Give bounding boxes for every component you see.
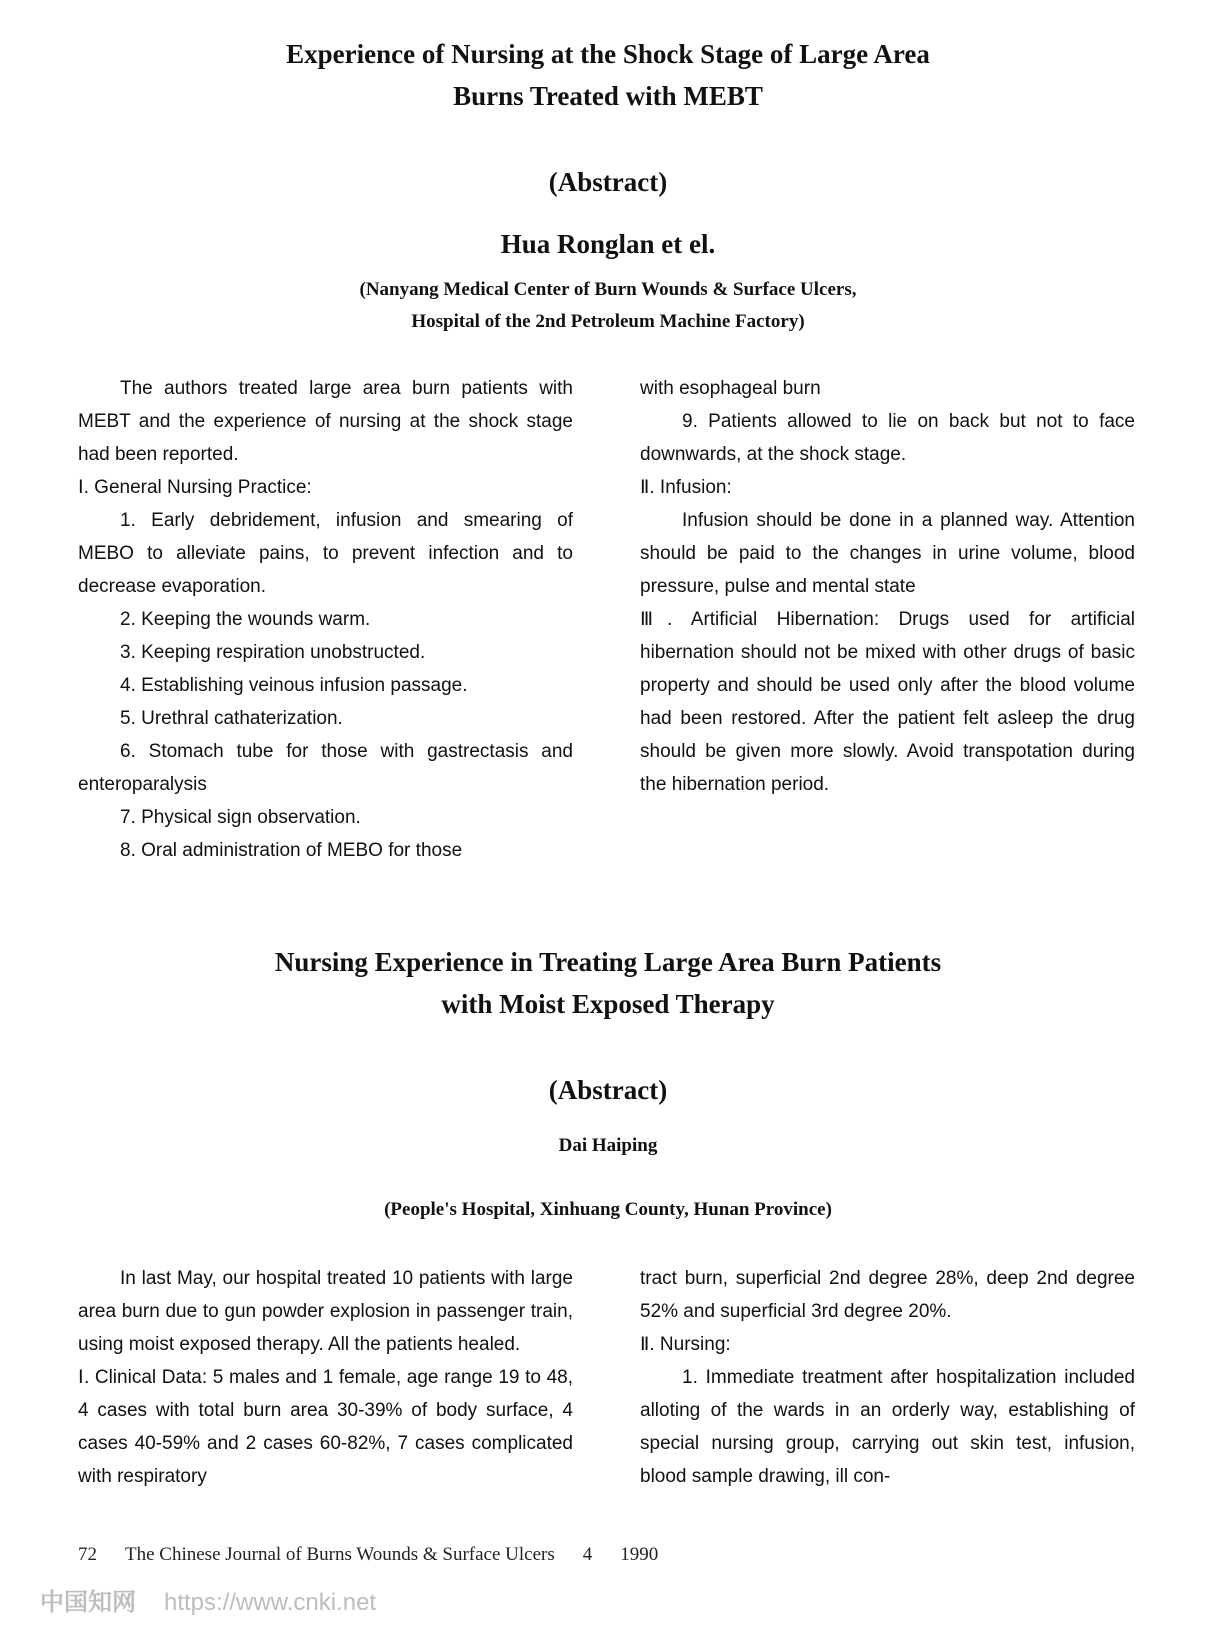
article1-left-column bbox=[78, 372, 573, 867]
paragraph: Infusion should be done in a planned way. Attention should be paid to the changes in urine volume, blood pressure, pulse and mental state bbox=[640, 510, 1135, 597]
article1-affiliation-line1: (Nanyang Medical Center of Burn Wounds & Surface Ulcers, bbox=[359, 279, 857, 300]
article1-author: Hua Ronglan et el. bbox=[500, 229, 716, 259]
article1-affiliation-line2: Hospital of the 2nd Petroleum Machine Factory) bbox=[411, 311, 805, 332]
article1-title-line2: Burns Treated with MEBT bbox=[453, 81, 763, 111]
article2-title-line2: with Moist Exposed Therapy bbox=[441, 989, 775, 1019]
article1-right-column bbox=[640, 372, 1135, 801]
article1-title-line1: Experience of Nursing at the Shock Stage of Large Area bbox=[286, 39, 930, 69]
watermark-url: https://www.cnki.net bbox=[164, 1589, 377, 1616]
article2-left-column bbox=[78, 1262, 573, 1493]
list-item: 6. Stomach tube for those with gastrectasis and enteroparalysis bbox=[78, 741, 573, 795]
list-item: 1. Early debridement, infusion and smearing of MEBO to alleviate pains, to prevent infection and to decrease evaporation. bbox=[78, 510, 573, 597]
paragraph: 1. Immediate treatment after hospitalization included alloting of the wards in an orderly way, establishing of special nursing group, carrying out skin test, infusion, blood sample drawing, ill con- bbox=[640, 1367, 1135, 1487]
section-heading: Ⅱ. Nursing: bbox=[640, 1334, 731, 1355]
list-item: 3. Keeping respiration unobstructed. bbox=[120, 642, 426, 663]
issue-number: 4 bbox=[582, 1544, 593, 1565]
list-item: 5. Urethral cathaterization. bbox=[120, 708, 343, 729]
article2-abstract-label: (Abstract) bbox=[548, 1075, 668, 1105]
list-item: 9. Patients allowed to lie on back but not to face downwards, at the shock stage. bbox=[640, 411, 1135, 465]
paragraph: Ⅲ. Artificial Hibernation: Drugs used for artificial hibernation should not be mixed with other drugs of basic property and should be used only after the blood volume had been restored. After the patient felt asleep the drug should be given more slowly. Avoid transpotation during the hibernation period. bbox=[640, 609, 1135, 795]
list-item: 7. Physical sign observation. bbox=[120, 807, 361, 828]
paragraph: tract burn, superficial 2nd degree 28%, deep 2nd degree 52% and superficial 3rd degree 20%. bbox=[640, 1268, 1135, 1322]
list-item: 4. Establishing veinous infusion passage. bbox=[120, 675, 468, 696]
year: 1990 bbox=[620, 1544, 659, 1565]
article2-right-column bbox=[640, 1262, 1135, 1493]
page-number: 72 bbox=[78, 1544, 97, 1565]
journal-name: The Chinese Journal of Burns Wounds & Surface Ulcers bbox=[125, 1544, 555, 1565]
section-heading: Ⅰ. General Nursing Practice: bbox=[78, 477, 312, 498]
paragraph: with esophageal burn bbox=[640, 378, 821, 399]
paragraph: In last May, our hospital treated 10 patients with large area burn due to gun powder explosion in passenger train, using moist exposed therapy. All the patients healed. bbox=[78, 1268, 573, 1355]
paragraph: Ⅰ. Clinical Data: 5 males and 1 female, age range 19 to 48, 4 cases with total burn area 30-39% of body surface, 4 cases 40-59% and 2 cases 60-82%, 7 cases complicated with respiratory bbox=[78, 1367, 573, 1487]
paragraph: The authors treated large area burn patients with MEBT and the experience of nursing at the shock stage had been reported. bbox=[78, 378, 573, 465]
article2-title-line1: Nursing Experience in Treating Large Area Burn Patients bbox=[274, 947, 942, 977]
article1-abstract-label: (Abstract) bbox=[548, 167, 668, 197]
list-item: 2. Keeping the wounds warm. bbox=[120, 609, 371, 630]
article2-affiliation: (People's Hospital, Xinhuang County, Hunan Province) bbox=[384, 1199, 832, 1220]
watermark bbox=[40, 1582, 376, 1617]
watermark-brand: 中国知网 bbox=[40, 1589, 136, 1616]
section-heading: Ⅱ. Infusion: bbox=[640, 477, 732, 498]
article2-author: Dai Haiping bbox=[558, 1135, 658, 1156]
list-item: 8. Oral administration of MEBO for those bbox=[120, 840, 463, 861]
page-footer bbox=[78, 1544, 686, 1566]
